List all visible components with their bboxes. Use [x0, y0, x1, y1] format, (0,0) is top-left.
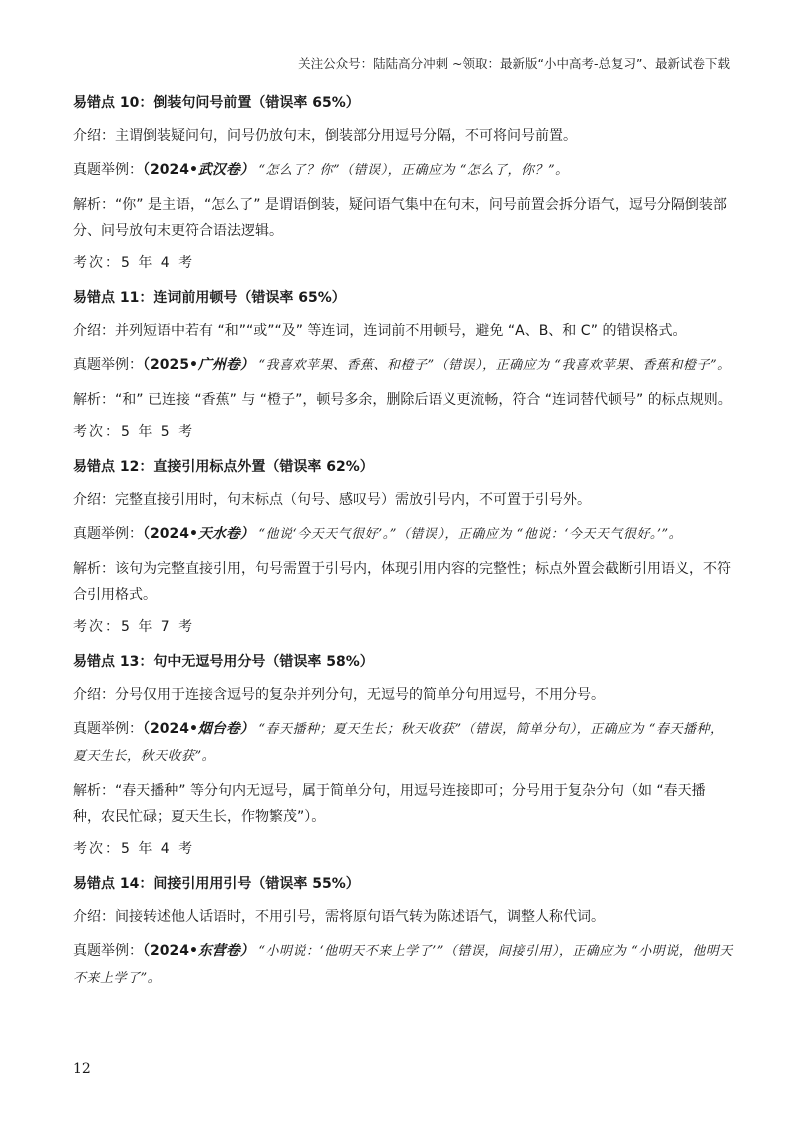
- analysis-label: 解析：: [73, 197, 115, 213]
- source-place: •烟台卷）: [188, 721, 254, 737]
- analysis-paragraph: [73, 192, 733, 244]
- example-paragraph: [73, 938, 733, 992]
- exam-count: [73, 838, 733, 860]
- example-text: “他说‘今天天气很好’。”（错误），正确应为 “他说：‘今天天气很好。’”。: [258, 527, 683, 542]
- error-point-section: [73, 873, 733, 992]
- intro-label: 介绍：: [73, 492, 115, 508]
- intro-text: 主谓倒装疑问句，问号仍放句末，倒装部分用逗号分隔，不可将问号前置。: [115, 128, 577, 144]
- analysis-text: 该句为完整直接引用，句号需置于引号内，体现引用内容的完整性；标点外置会截断引用语义，不符合引用格式。: [73, 561, 731, 603]
- intro-text: 并列短语中若有 “和”“或”“及” 等连词，连词前不用顿号，避免 “A、B、和 C” 的错误格式。: [115, 323, 687, 339]
- intro-paragraph: [73, 904, 733, 930]
- exam-count: [73, 252, 733, 274]
- source-place: •东营卷）: [188, 943, 254, 959]
- analysis-text: “和” 已连接 “香蕉” 与 “橙子”，顿号多余，删除后语义更流畅，符合 “连词替代顿号” 的标点规则。: [115, 392, 732, 408]
- page-number: 12: [73, 1061, 91, 1077]
- example-paragraph: [73, 521, 733, 548]
- example-label: 真题举例：: [73, 357, 143, 373]
- example-text: “怎么了？你”（错误），正确应为 “怎么了，你？”。: [258, 163, 569, 178]
- example-label: 真题举例：: [73, 162, 143, 178]
- source-year: （2024: [143, 162, 189, 178]
- intro-paragraph: [73, 682, 733, 708]
- example-label: 真题举例：: [73, 721, 143, 737]
- source-year: （2025: [143, 357, 189, 373]
- intro-text: 完整直接引用时，句末标点（句号、感叹号）需放引号内，不可置于引号外。: [115, 492, 591, 508]
- source-place: •广州卷）: [188, 357, 254, 373]
- exam-text: 5 年 5 考: [121, 424, 195, 440]
- exam-text: 5 年 4 考: [121, 841, 195, 857]
- error-point-section: [73, 287, 733, 443]
- error-point-section: [73, 456, 733, 638]
- exam-label: 考次：: [73, 255, 121, 271]
- analysis-label: 解析：: [73, 392, 115, 408]
- exam-text: 5 年 4 考: [121, 255, 195, 271]
- example-label: 真题举例：: [73, 943, 143, 959]
- intro-text: 分号仅用于连接含逗号的复杂并列分句，无逗号的简单分句用逗号，不用分号。: [115, 687, 605, 703]
- intro-label: 介绍：: [73, 323, 115, 339]
- source-year: （2024: [143, 943, 189, 959]
- source-place: •武汉卷）: [188, 162, 254, 178]
- section-title: 易错点 13：句中无逗号用分号（错误率 58%）: [73, 654, 374, 670]
- exam-text: 5 年 7 考: [121, 619, 195, 635]
- section-title: 易错点 14：间接引用用引号（错误率 55%）: [73, 876, 360, 892]
- analysis-paragraph: [73, 778, 733, 830]
- example-paragraph: [73, 352, 733, 379]
- section-title: 易错点 12：直接引用标点外置（错误率 62%）: [73, 459, 374, 475]
- error-point-section: [73, 651, 733, 860]
- document-body: [73, 92, 733, 1000]
- example-text: “我喜欢苹果、香蕉、和橙子”（错误），正确应为 “我喜欢苹果、香蕉和橙子”。: [258, 358, 731, 373]
- analysis-label: 解析：: [73, 783, 115, 799]
- intro-text: 间接转述他人话语时，不用引号，需将原句语气转为陈述语气，调整人称代词。: [115, 909, 605, 925]
- example-text: “小明说：‘他明天不来上学了’”（错误，间接引用），正确应为 “小明说，他明天不来上学了”。: [73, 944, 733, 986]
- source-year: （2024: [143, 721, 189, 737]
- analysis-text: “春天播种” 等分句内无逗号，属于简单分句，用逗号连接即可；分号用于复杂分句（如 “春天播种，农民忙碌；夏天生长，作物繁茂”）。: [73, 783, 706, 825]
- section-title: 易错点 11：连词前用顿号（错误率 65%）: [73, 290, 346, 306]
- page-header: 关注公众号：陆陆高分冲刺 ~领取：最新版“小中高考-总复习”、最新试卷下载: [298, 56, 730, 71]
- source-place: •天水卷）: [188, 526, 254, 542]
- example-paragraph: [73, 716, 733, 770]
- intro-label: 介绍：: [73, 687, 115, 703]
- analysis-label: 解析：: [73, 561, 115, 577]
- intro-paragraph: [73, 487, 733, 513]
- example-text: “春天播种；夏天生长；秋天收获”（错误，简单分句），正确应为 “春天播种，夏天生长，秋天收获”。: [73, 722, 724, 764]
- intro-paragraph: [73, 318, 733, 344]
- analysis-paragraph: [73, 387, 733, 413]
- section-title: 易错点 10：倒装句问号前置（错误率 65%）: [73, 95, 360, 111]
- example-paragraph: [73, 157, 733, 184]
- error-point-section: [73, 92, 733, 274]
- analysis-text: “你” 是主语，“怎么了” 是谓语倒装，疑问语气集中在句末，问号前置会拆分语气，逗号分隔倒装部分、问号放句末更符合语法逻辑。: [73, 197, 727, 239]
- analysis-paragraph: [73, 556, 733, 608]
- exam-label: 考次：: [73, 841, 121, 857]
- example-label: 真题举例：: [73, 526, 143, 542]
- exam-label: 考次：: [73, 424, 121, 440]
- exam-count: [73, 616, 733, 638]
- intro-label: 介绍：: [73, 909, 115, 925]
- intro-label: 介绍：: [73, 128, 115, 144]
- source-year: （2024: [143, 526, 189, 542]
- exam-label: 考次：: [73, 619, 121, 635]
- intro-paragraph: [73, 123, 733, 149]
- exam-count: [73, 421, 733, 443]
